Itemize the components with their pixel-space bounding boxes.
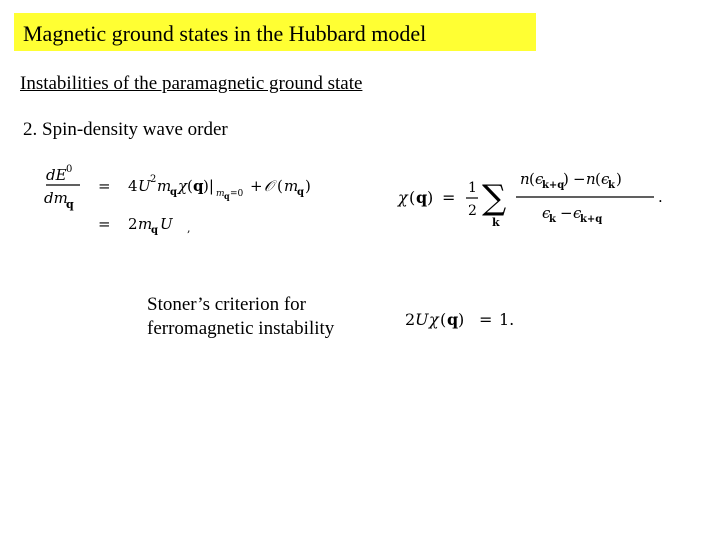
svg-text:k: k: [492, 216, 500, 229]
svg-text:−: −: [560, 204, 573, 222]
svg-text:2: 2: [150, 174, 157, 185]
svg-text:χ: χ: [398, 188, 408, 207]
stoner-equation: [405, 300, 535, 340]
svg-text:0: 0: [66, 164, 73, 175]
svg-text:(: (: [277, 177, 283, 195]
svg-text:U: U: [415, 310, 429, 329]
svg-text:k: k: [549, 214, 556, 225]
svg-text:m: m: [284, 177, 299, 195]
slide-subtitle: Instabilities of the paramagnetic ground state: [20, 73, 363, 94]
svg-text:ϵ: ϵ: [535, 170, 544, 188]
svg-text:=0: =0: [230, 189, 244, 199]
svg-text:): ): [427, 188, 434, 207]
svg-text:1: 1: [468, 180, 477, 196]
svg-text:): ): [563, 170, 569, 188]
section-heading: 2. Spin-density wave order: [23, 119, 228, 140]
svg-text:=: =: [98, 177, 111, 195]
svg-text:(: (: [187, 177, 193, 195]
svg-text:(: (: [595, 170, 601, 188]
equation-line-1: [98, 174, 311, 201]
derivative-fraction: [44, 164, 80, 211]
svg-text:+: +: [250, 177, 263, 195]
svg-text:(: (: [440, 310, 447, 329]
svg-text:q: q: [224, 191, 230, 201]
svg-text:n: n: [520, 170, 530, 188]
svg-text:): ): [458, 310, 465, 329]
svg-text:)|: )|: [203, 177, 214, 195]
equation-line-2: [98, 215, 191, 236]
svg-text:2: 2: [405, 310, 416, 329]
svg-text:q: q: [447, 310, 459, 329]
svg-text:dE: dE: [46, 166, 67, 184]
svg-text:m: m: [157, 177, 172, 195]
stoner-criterion-label: [147, 293, 334, 341]
svg-text:(: (: [409, 188, 416, 207]
svg-text:ϵ: ϵ: [542, 204, 551, 222]
svg-text:): ): [305, 177, 311, 195]
svg-text:ϵ: ϵ: [573, 204, 582, 222]
svg-text:q: q: [151, 225, 158, 236]
sum-fraction: [516, 170, 654, 225]
susceptibility-equation: [396, 164, 686, 244]
svg-text:(: (: [529, 170, 535, 188]
svg-text:q: q: [66, 198, 74, 211]
svg-text:𝒪: 𝒪: [264, 177, 274, 195]
energy-derivative-equation: [44, 160, 364, 240]
title-banner: [14, 13, 536, 51]
svg-text:=: =: [98, 215, 111, 233]
svg-text:,: ,: [187, 222, 191, 235]
svg-text:q: q: [170, 187, 177, 198]
svg-text:χ: χ: [178, 177, 188, 195]
svg-text:dm: dm: [44, 189, 68, 207]
slide-title: Magnetic ground states in the Hubbard model: [23, 21, 427, 46]
svg-text:2: 2: [468, 203, 477, 219]
svg-text:m: m: [138, 215, 153, 233]
svg-text:∑: ∑: [482, 178, 507, 218]
svg-text:1.: 1.: [499, 310, 515, 329]
svg-text:U: U: [160, 215, 173, 233]
criterion-line-2: ferromagnetic instability: [147, 318, 335, 339]
svg-text:k: k: [608, 180, 615, 191]
svg-text:U: U: [138, 177, 151, 195]
svg-text:=: =: [442, 188, 456, 207]
svg-text:2: 2: [128, 215, 138, 233]
svg-text:4: 4: [128, 177, 138, 195]
svg-text:m: m: [216, 189, 225, 199]
svg-text:k+q: k+q: [580, 214, 603, 225]
svg-text:k+q: k+q: [542, 180, 565, 191]
svg-text:): ): [616, 170, 622, 188]
svg-text:q: q: [297, 187, 304, 198]
svg-text:n: n: [586, 170, 596, 188]
svg-text:χ: χ: [429, 310, 439, 329]
svg-text:−: −: [573, 170, 586, 188]
svg-text:q: q: [416, 188, 428, 207]
svg-text:ϵ: ϵ: [601, 170, 610, 188]
svg-text:=: =: [479, 310, 493, 329]
criterion-line-1: Stoner’s criterion for: [147, 294, 306, 315]
svg-text:.: .: [658, 188, 663, 206]
svg-text:q: q: [193, 177, 204, 195]
